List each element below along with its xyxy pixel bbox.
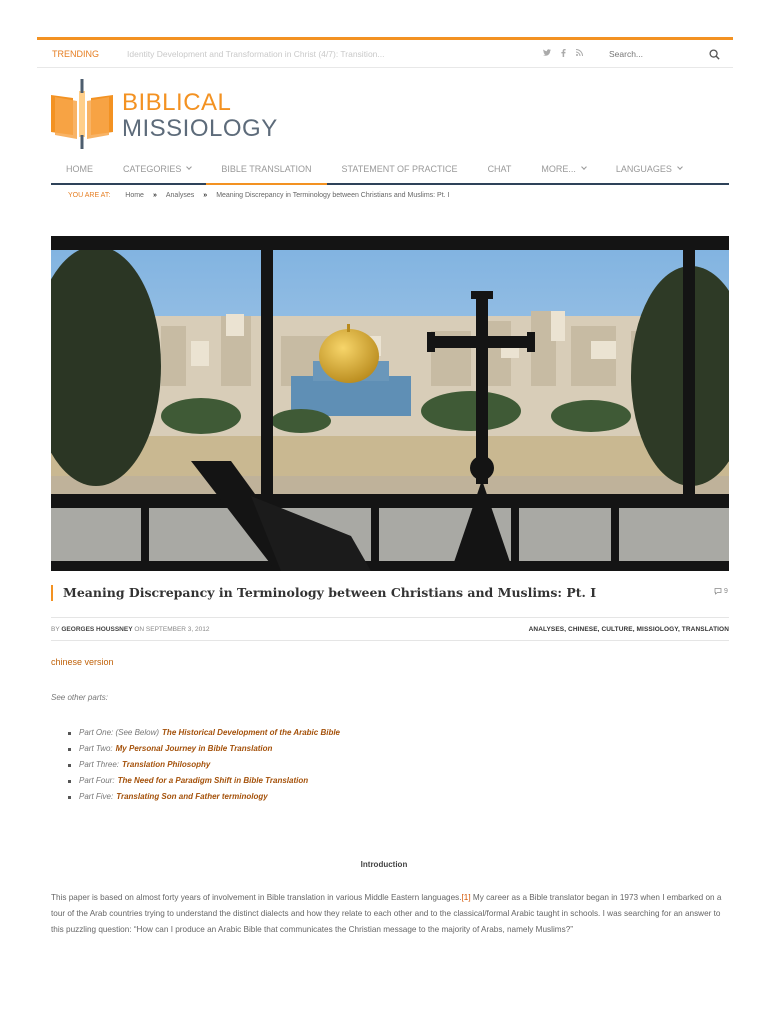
jerusalem-photo-illustration [51,236,729,571]
part-link[interactable]: My Personal Journey in Bible Translation [115,744,273,753]
footnote-link[interactable]: [1] [461,893,471,902]
breadcrumb-separator-icon: » [203,192,208,199]
logo-text-biblical: BIBLICAL [122,89,232,116]
intro-paragraph: This paper is based on almost forty years of involvement in Bible translation in various Middle Eastern languages.[1] My career as a Bible translator began in 1973 when I embarked on a tour of the Arab countries trying to understand the distinct dialects and how they relate to each other and to the classical/formal Arabic taught in schools. I was searching for an answer to this puzzling question: “How can I produce an Arabic Bible that communicates the Christian message to the majority of Arabs, namely Muslims?” [51,893,722,934]
list-item: Part Three: Translation Philosophy [68,757,340,773]
breadcrumb-label: YOU ARE AT: [68,192,111,199]
featured-image [51,236,729,571]
part-link[interactable]: The Need for a Paradigm Shift in Bible Translation [117,776,309,785]
chevron-down-icon [581,164,587,170]
list-item: Part Two: My Personal Journey in Bible Translation [68,741,340,757]
breadcrumb-home[interactable]: Home [125,192,144,199]
top-bar [37,37,733,68]
comments-link[interactable] [714,588,728,595]
twitter-icon[interactable] [543,49,551,58]
nav-item-more[interactable]: MORE... [526,154,601,183]
post-title: Meaning Discrepancy in Terminology between Christians and Muslims: Pt. I [51,585,691,601]
list-item: Part Five: Translating Son and Father terminology [68,789,340,805]
main-nav [51,154,729,185]
trending-label: TRENDING [52,48,99,59]
nav-item-categories[interactable]: CATEGORIES [108,154,206,183]
post-byline: BY GEORGES HOUSSNEY ON SEPTEMBER 3, 2012 [51,625,210,633]
chinese-version-link[interactable]: chinese version [51,657,114,667]
chevron-down-icon [187,164,193,170]
breadcrumb-separator-icon: » [152,192,157,199]
breadcrumb-analyses[interactable]: Analyses [165,192,195,199]
parts-list [68,725,340,805]
rss-icon[interactable] [576,49,583,58]
breadcrumb [68,192,450,199]
social-links [543,49,583,59]
nav-item-statement-of-practice[interactable]: STATEMENT OF PRACTICE [341,163,458,174]
logo-book-icon [51,79,113,149]
search-icon[interactable] [709,47,723,61]
search-input[interactable] [609,49,709,59]
list-item: Part One: (See Below) The Historical Development of the Arabic Bible [68,725,340,741]
logo-text-missiology: MISSIOLOGY [122,115,278,142]
nav-item-chat[interactable]: CHAT [487,163,512,174]
facebook-icon[interactable] [561,49,566,59]
nav-item-languages[interactable]: LANGUAGES [601,154,697,183]
post-date: SEPTEMBER 3, 2012 [145,625,210,633]
nav-item-bible-translation[interactable]: BIBLE TRANSLATION [206,154,326,183]
trending-headline-link[interactable]: Identity Development and Transformation in Christ (4/7): Transition... [127,48,385,59]
post-meta [51,617,729,641]
part-link[interactable]: Translating Son and Father terminology [116,792,268,801]
list-item: Part Four: The Need for a Paradigm Shift in Bible Translation [68,773,340,789]
chevron-down-icon [677,164,683,170]
site-logo[interactable] [51,79,281,149]
breadcrumb-current: Meaning Discrepancy in Terminology between Christians and Muslims: Pt. I [216,192,450,199]
see-other-parts-label: See other parts: [51,693,108,702]
part-link[interactable]: The Historical Development of the Arabic Bible [162,728,341,737]
post-categories[interactable]: ANALYSES, CHINESE, CULTURE, MISSIOLOGY, TRANSLATION [528,625,729,633]
introduction-heading: Introduction [360,860,408,869]
comment-icon [714,588,722,595]
comment-count: 9 [724,588,728,595]
author-link[interactable]: GEORGES HOUSSNEY [61,625,133,633]
part-link[interactable]: Translation Philosophy [122,760,211,769]
nav-item-home[interactable]: HOME [66,163,93,174]
